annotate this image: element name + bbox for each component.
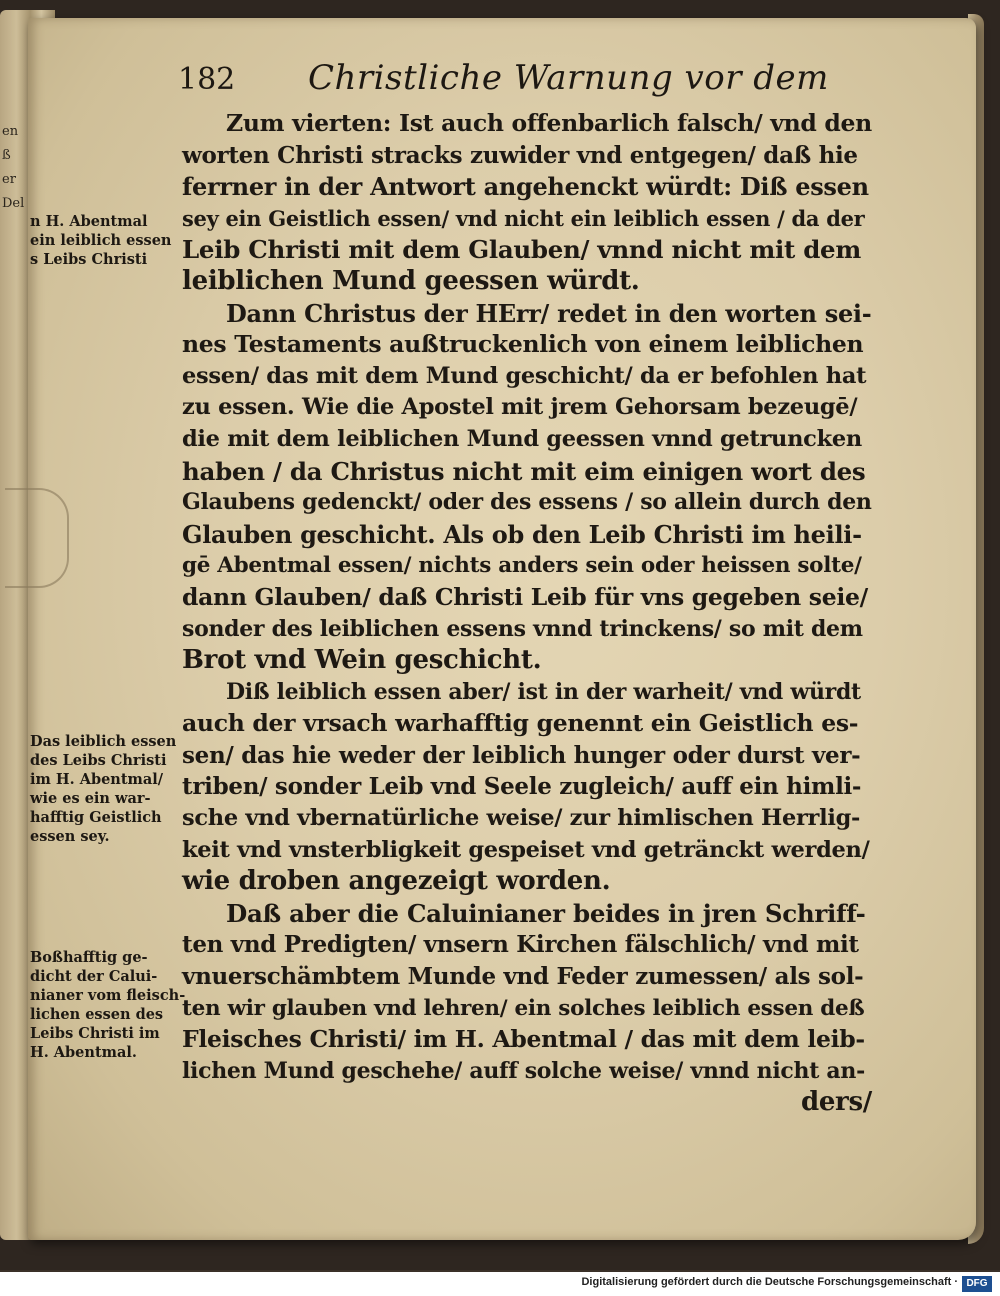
text-line: zu essen. Wie die Apostel mit jrem Gehorsam bezeugē/ [182, 394, 858, 421]
margin-note-line: lichen essen des [30, 1006, 164, 1023]
digitization-footer [0, 1272, 1000, 1296]
margin-note-line: dicht der Calui- [30, 968, 158, 985]
margin-note-line: des Leibs Christi [30, 752, 167, 769]
text-line: Diß leiblich essen aber/ ist in der warheit/ vnd würdt [226, 678, 861, 705]
text-line: ten vnd Predigten/ vnsern Kirchen fälschlich/ vnd mit [182, 931, 859, 959]
margin-note-line: essen sey. [30, 828, 110, 845]
margin-note-line: Das leiblich essen [30, 733, 177, 750]
text-line: essen/ das mit dem Mund geschicht/ da er befohlen hat [182, 362, 867, 389]
page-number: 182 [178, 62, 236, 97]
margin-note-line: Leibs Christi im [30, 1025, 160, 1042]
margin-note [30, 948, 185, 1062]
edge-fragment: en [2, 124, 19, 139]
text-line: sen/ das hie weder der leiblich hunger oder durst ver- [182, 741, 861, 769]
page-header [178, 58, 878, 108]
text-line: nes Testaments außtruckenlich von einem leiblichen [182, 330, 864, 359]
text-line: worten Christi stracks zuwider vnd entgegen/ daß hie [182, 141, 858, 169]
catchword: ders/ [800, 1087, 872, 1118]
text-line: Zum vierten: Ist auch offenbarlich falsch/ vnd den [226, 109, 872, 137]
edge-fragment: ß [2, 148, 11, 163]
edge-fragment: Del [2, 196, 25, 211]
paragraph [182, 898, 872, 1119]
body-text [182, 108, 872, 1119]
text-line: ferrner in der Antwort angehenckt würdt: Diß essen [182, 172, 869, 202]
text-line: Daß aber die Caluinianer beides in jren Schriff- [226, 898, 866, 928]
text-line: sey ein Geistlich essen/ vnd nicht ein leiblich essen / da der [182, 205, 865, 231]
margin-note-line: im H. Abentmal/ [30, 771, 164, 788]
paragraph [182, 298, 872, 677]
text-line: Dann Christus der HErr/ redet in den worten sei- [226, 298, 872, 328]
text-line: gē Abentmal essen/ nichts anders sein oder heissen solte/ [182, 553, 862, 579]
margin-note-line: nianer vom fleisch- [30, 987, 186, 1004]
dfg-logo-icon[interactable]: DFG [962, 1276, 992, 1292]
text-line: keit vnd vnsterbligkeit gespeiset vnd getränckt werden/ [182, 836, 870, 863]
running-title: Christliche Warnung vor dem [308, 58, 829, 98]
text-line: wie droben angezeigt worden. [182, 866, 611, 897]
text-line: Brot vnd Wein geschicht. [182, 645, 542, 676]
margin-note-line: s Leibs Christi [30, 251, 148, 268]
text-line: haben / da Christus nicht mit eim einigen wort des [182, 456, 866, 486]
edge-fragment: er [2, 172, 16, 187]
footer-credit: Digitalisierung gefördert durch die Deutsche Forschungsgemeinschaft · [581, 1276, 958, 1288]
text-line: Fleisches Christi/ im H. Abentmal / das mit dem leib- [182, 1025, 865, 1054]
text-line: die mit dem leiblichen Mund geessen vnnd getruncken [182, 425, 862, 452]
text-line: lichen Mund geschehe/ auff solche weise/ vnnd nicht an- [182, 1057, 865, 1084]
text-line: Glaubens gedenckt/ oder des essens / so allein durch den [182, 489, 872, 516]
margin-note-line: n H. Abentmal [30, 213, 148, 230]
text-line: dann Glauben/ daß Christi Leib für vns gegeben seie/ [182, 582, 868, 611]
margin-note [30, 732, 176, 846]
text-line: ten wir glauben vnd lehren/ ein solches leiblich essen deß [182, 995, 865, 1021]
text-line: vnuerschämbtem Munde vnd Feder zumessen/ als sol- [182, 963, 864, 991]
text-line: sche vnd vbernatürliche weise/ zur himlischen Herrlig- [182, 805, 861, 832]
text-line: auch der vrsach warhafftig genennt ein Geistlich es- [182, 709, 859, 738]
text-line: leiblichen Mund geessen würdt. [182, 265, 640, 296]
text-line: triben/ sonder Leib vnd Seele zugleich/ auff ein himli- [182, 773, 862, 801]
text-line: Leib Christi mit dem Glauben/ vnnd nicht mit dem [182, 235, 861, 265]
margin-note-line: H. Abentmal. [30, 1044, 137, 1061]
page-clip-mark [5, 488, 69, 588]
margin-note-line: hafftig Geistlich [30, 809, 162, 826]
text-line: Glauben geschicht. Als ob den Leib Christi im heili- [182, 519, 862, 549]
margin-note-line: ein leiblich essen [30, 232, 172, 249]
margin-note [30, 212, 171, 269]
margin-note-line: wie es ein war- [30, 790, 151, 807]
text-line: sonder des leiblichen essens vnnd trinckens/ so mit dem [182, 615, 863, 642]
margin-note-line: Boßhafftig ge- [30, 949, 148, 966]
paragraph [182, 108, 872, 298]
paragraph [182, 677, 872, 898]
